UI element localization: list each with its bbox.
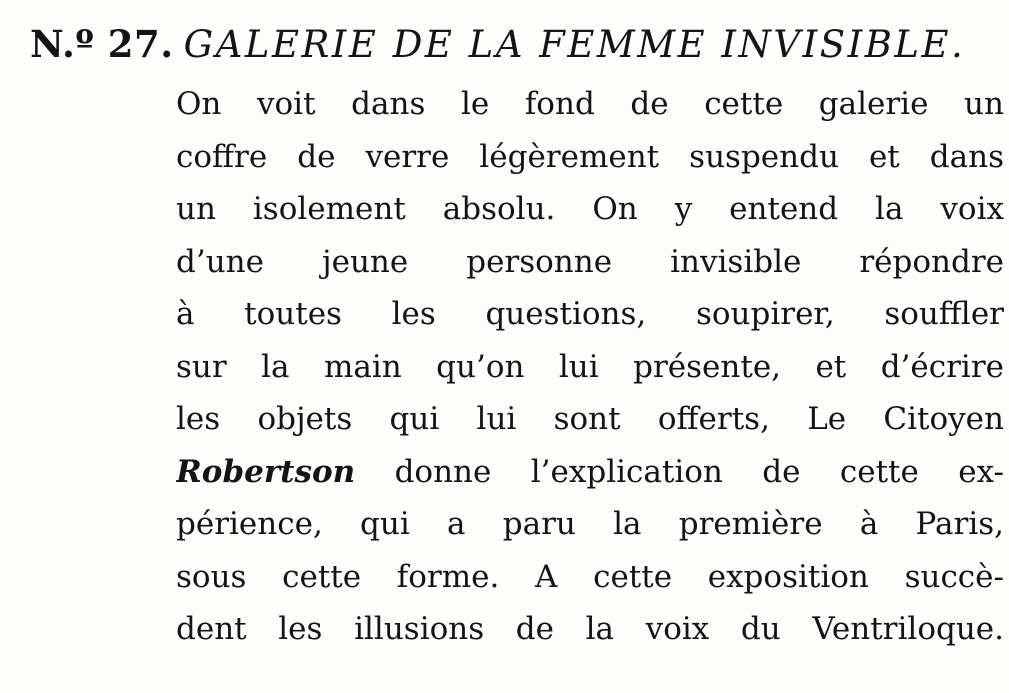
- section-number: N.º 27.: [30, 22, 174, 66]
- section-title: GALERIE DE LA FEMME INVISIBLE.: [183, 23, 966, 66]
- text-line: sur la main qu’on lui présente, et d’écrire: [176, 348, 1004, 385]
- text-line: [176, 446, 1004, 499]
- text-line: coffre de verre légèrement suspendu et dans: [176, 138, 1004, 175]
- text-line: d’une jeune personne invisible répondre: [176, 243, 1004, 280]
- section-heading: [30, 14, 1005, 74]
- body-paragraph: [176, 78, 1004, 656]
- text-line: un isolement absolu. On y entend la voix: [176, 191, 1004, 227]
- text-line: les objets qui lui sont offerts, Le Citoyen: [176, 401, 1004, 437]
- text-line: périence, qui a paru la première à Paris,: [176, 506, 1004, 542]
- person-name: Robertson: [176, 453, 356, 490]
- text-line: à toutes les questions, soupirer, souffler: [176, 296, 1004, 332]
- text-line: On voit dans le fond de cette galerie un: [176, 86, 1004, 122]
- text-line: sous cette forme. A cette exposition succè-: [176, 558, 1004, 595]
- text-line: dent les illusions de la voix du Ventriloque.: [176, 611, 1004, 647]
- text-line-rest: donne l’explication de cette ex-: [355, 453, 1004, 490]
